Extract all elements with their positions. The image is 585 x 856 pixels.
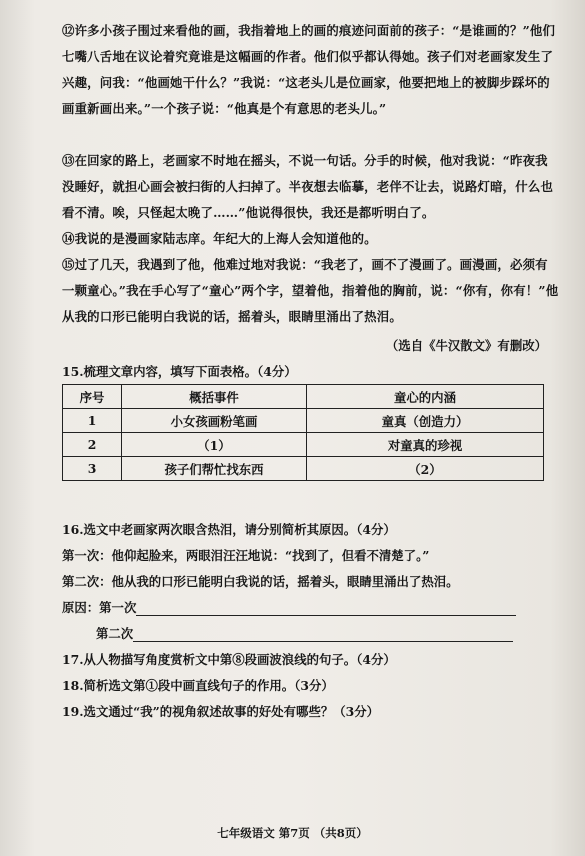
question-16-prompt: 16.选文中老画家两次眼含热泪，请分别简析其原因。（4分）	[62, 522, 396, 537]
question-18: 18.简析选文第①段中画直线句子的作用。（3分）	[62, 678, 334, 693]
table-cell: 小女孩画粉笔画	[122, 409, 307, 433]
page-footer: 七年级语文 第7页 （共8页）	[217, 826, 368, 840]
second-label: 第二次	[96, 626, 134, 641]
paragraph-13: ⑬在回家的路上，老画家不时地在摇头，不说一句话。分手的时候，他对我说：“昨夜我没睡好，就担心画会被扫街的人扫掉了。半夜想去临摹，老伴不让去，说路灯暗，什么也看不清。唉，只怪起太晚了……”他说得很快，我还是都听明白了。	[62, 153, 554, 220]
table-cell: 1	[63, 409, 122, 433]
question-16-answer-first	[62, 598, 516, 616]
question-17: 17.从人物描写角度赏析文中第⑧段画波浪线的句子。（4分）	[62, 652, 396, 667]
table-header-row	[63, 385, 544, 409]
question-16-answer-second	[96, 624, 513, 642]
paragraph-14: ⑭我说的是漫画家陆志庠。年纪大的上海人会知道他的。	[62, 231, 377, 246]
question-16-second-quote: 第二次：他从我的口形已能明白我说的话，摇着头，眼睛里涌出了热泪。	[62, 574, 459, 589]
table-cell: 2	[63, 433, 122, 457]
reason-label: 原因：第一次	[62, 600, 137, 615]
question-19: 19.选文通过“我”的视角叙述故事的好处有哪些？（3分）	[62, 704, 380, 719]
table-row	[63, 409, 544, 433]
question-16-first-quote: 第一次：他仰起脸来，两眼泪汪汪地说：“找到了，但看不清楚了。”	[62, 548, 430, 563]
table-cell: 对童真的珍视	[307, 433, 544, 457]
table-row	[63, 457, 544, 481]
table-row	[63, 433, 544, 457]
header-event: 概括事件	[122, 385, 307, 409]
question-15-prompt: 15.梳理文章内容，填写下面表格。（4分）	[62, 364, 297, 379]
summary-table	[62, 384, 544, 481]
table-cell: 童真（创造力）	[307, 409, 544, 433]
paragraph-12: ⑫许多小孩子围过来看他的画，我指着地上的画的痕迹问面前的孩子：“是谁画的？”他们七嘴八舌地在议论着究竟谁是这幅画的作者。他们似乎都认得她。孩子们对老画家发生了兴趣，问我：“他画她干什么？”我说：“这老头儿是位画家，他要把地上的被脚步踩坏的画重新画出来。”一个孩子说：“他真是个有意思的老头儿。”	[62, 23, 556, 116]
table-cell: （2）	[307, 457, 544, 481]
answer-line-first[interactable]	[136, 601, 516, 616]
table-cell: 孩子们帮忙找东西	[122, 457, 307, 481]
header-meaning: 童心的内涵	[307, 385, 544, 409]
table-cell: 3	[63, 457, 122, 481]
source-citation: （选自《牛汉散文》有删改）	[385, 338, 547, 353]
paragraph-15: ⑮过了几天，我遇到了他，他难过地对我说：“我老了，画不了漫画了。画漫画，必须有一颗童心。”我在手心写了“童心”两个字，望着他，指着他的胸前，说：“你有，你有！”他从我的口形已能明白我说的话，摇着头，眼睛里涌出了热泪。	[62, 257, 559, 324]
header-index: 序号	[63, 385, 122, 409]
answer-line-second[interactable]	[133, 627, 513, 642]
table-cell: （1）	[122, 433, 307, 457]
